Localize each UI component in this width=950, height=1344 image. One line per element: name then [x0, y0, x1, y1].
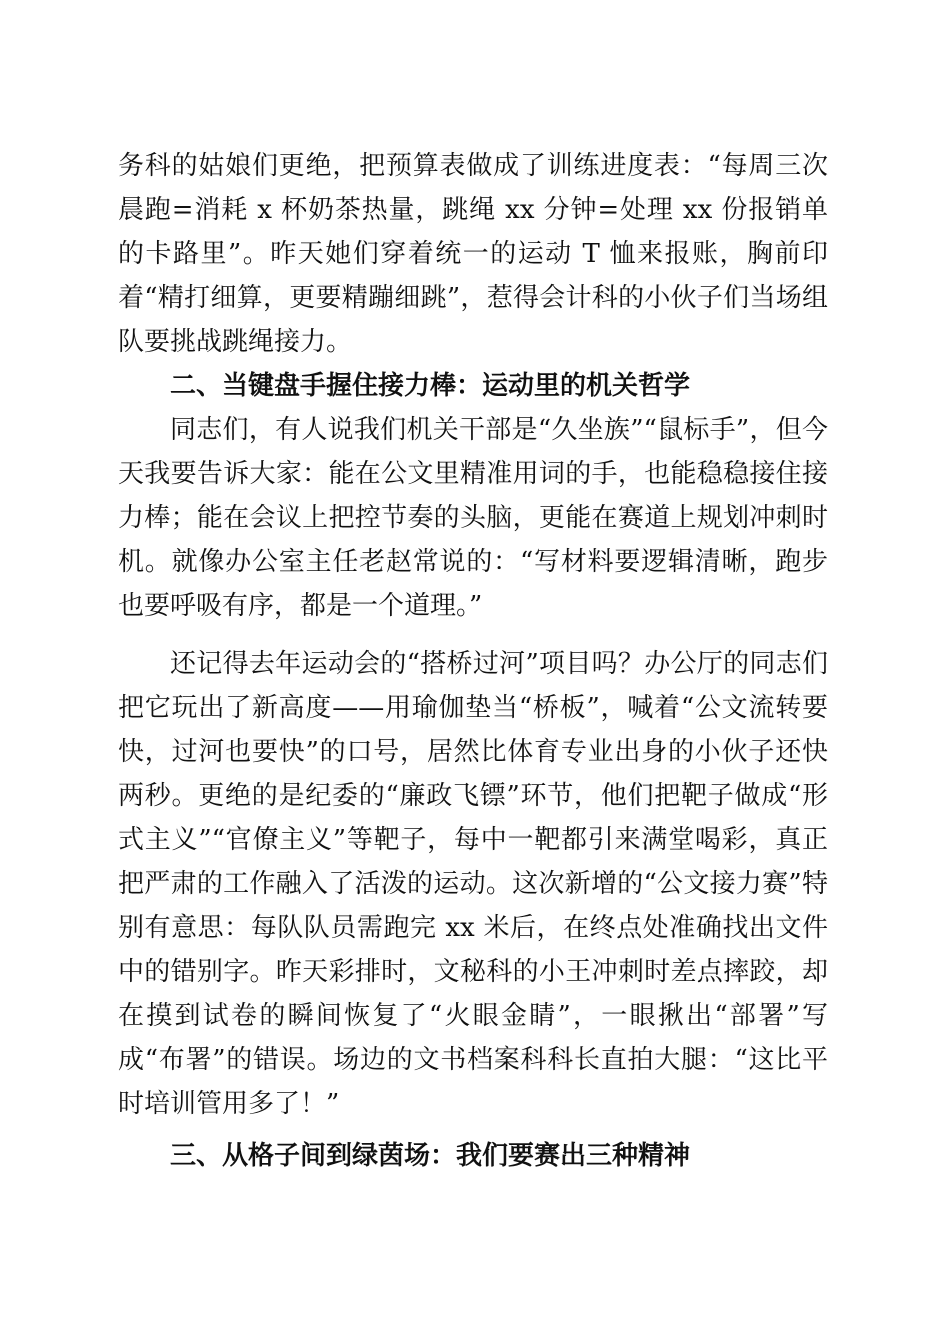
paragraph-continued: 务科的姑娘们更绝，把预算表做成了训练进度表：“每周三次晨跑=消耗 x 杯奶茶热量，跳绳 xx 分钟=处理 xx 份报销单的卡路里”。昨天她们穿着统一的运动 T 恤来报账，胸前印着“精打细算，更要精蹦细跳”，惹得会计科的小伙子们当场组队要挑战跳绳接力。	[118, 151, 828, 357]
section-heading-3: 三、从格子间到绿茵场：我们要赛出三种精神	[170, 1141, 691, 1171]
paragraph: 同志们，有人说我们机关干部是“久坐族”“鼠标手”，但今天我要告诉大家：能在公文里精准用词的手，也能稳稳接住接力棒；能在会议上把控节奏的头脑，更能在赛道上规划冲刺时机。就像办公室主任老赵常说的：“写材料要逻辑清晰，跑步也要呼吸有序，都是一个道理。”	[118, 415, 828, 621]
document-body	[118, 144, 828, 1178]
section-heading-2: 二、当键盘手握住接力棒：运动里的机关哲学	[170, 371, 691, 401]
paragraph: 还记得去年运动会的“搭桥过河”项目吗？办公厅的同志们把它玩出了新高度——用瑜伽垫当“桥板”，喊着“公文流转要快，过河也要快”的口号，居然比体育专业出身的小伙子还快两秒。更绝的是纪委的“廉政飞镖”环节，他们把靶子做成“形式主义”“官僚主义”等靶子，每中一靶都引来满堂喝彩，真正把严肃的工作融入了活泼的运动。这次新增的“公文接力赛”特别有意思：每队队员需跑完 xx 米后，在终点处准确找出文件中的错别字。昨天彩排时，文秘科的小王冲刺时差点摔跤，却在摸到试卷的瞬间恢复了“火眼金睛”，一眼揪出“部署”写成“布署”的错误。场边的文书档案科科长直拍大腿：“这比平时培训管用多了！”	[118, 649, 828, 1119]
